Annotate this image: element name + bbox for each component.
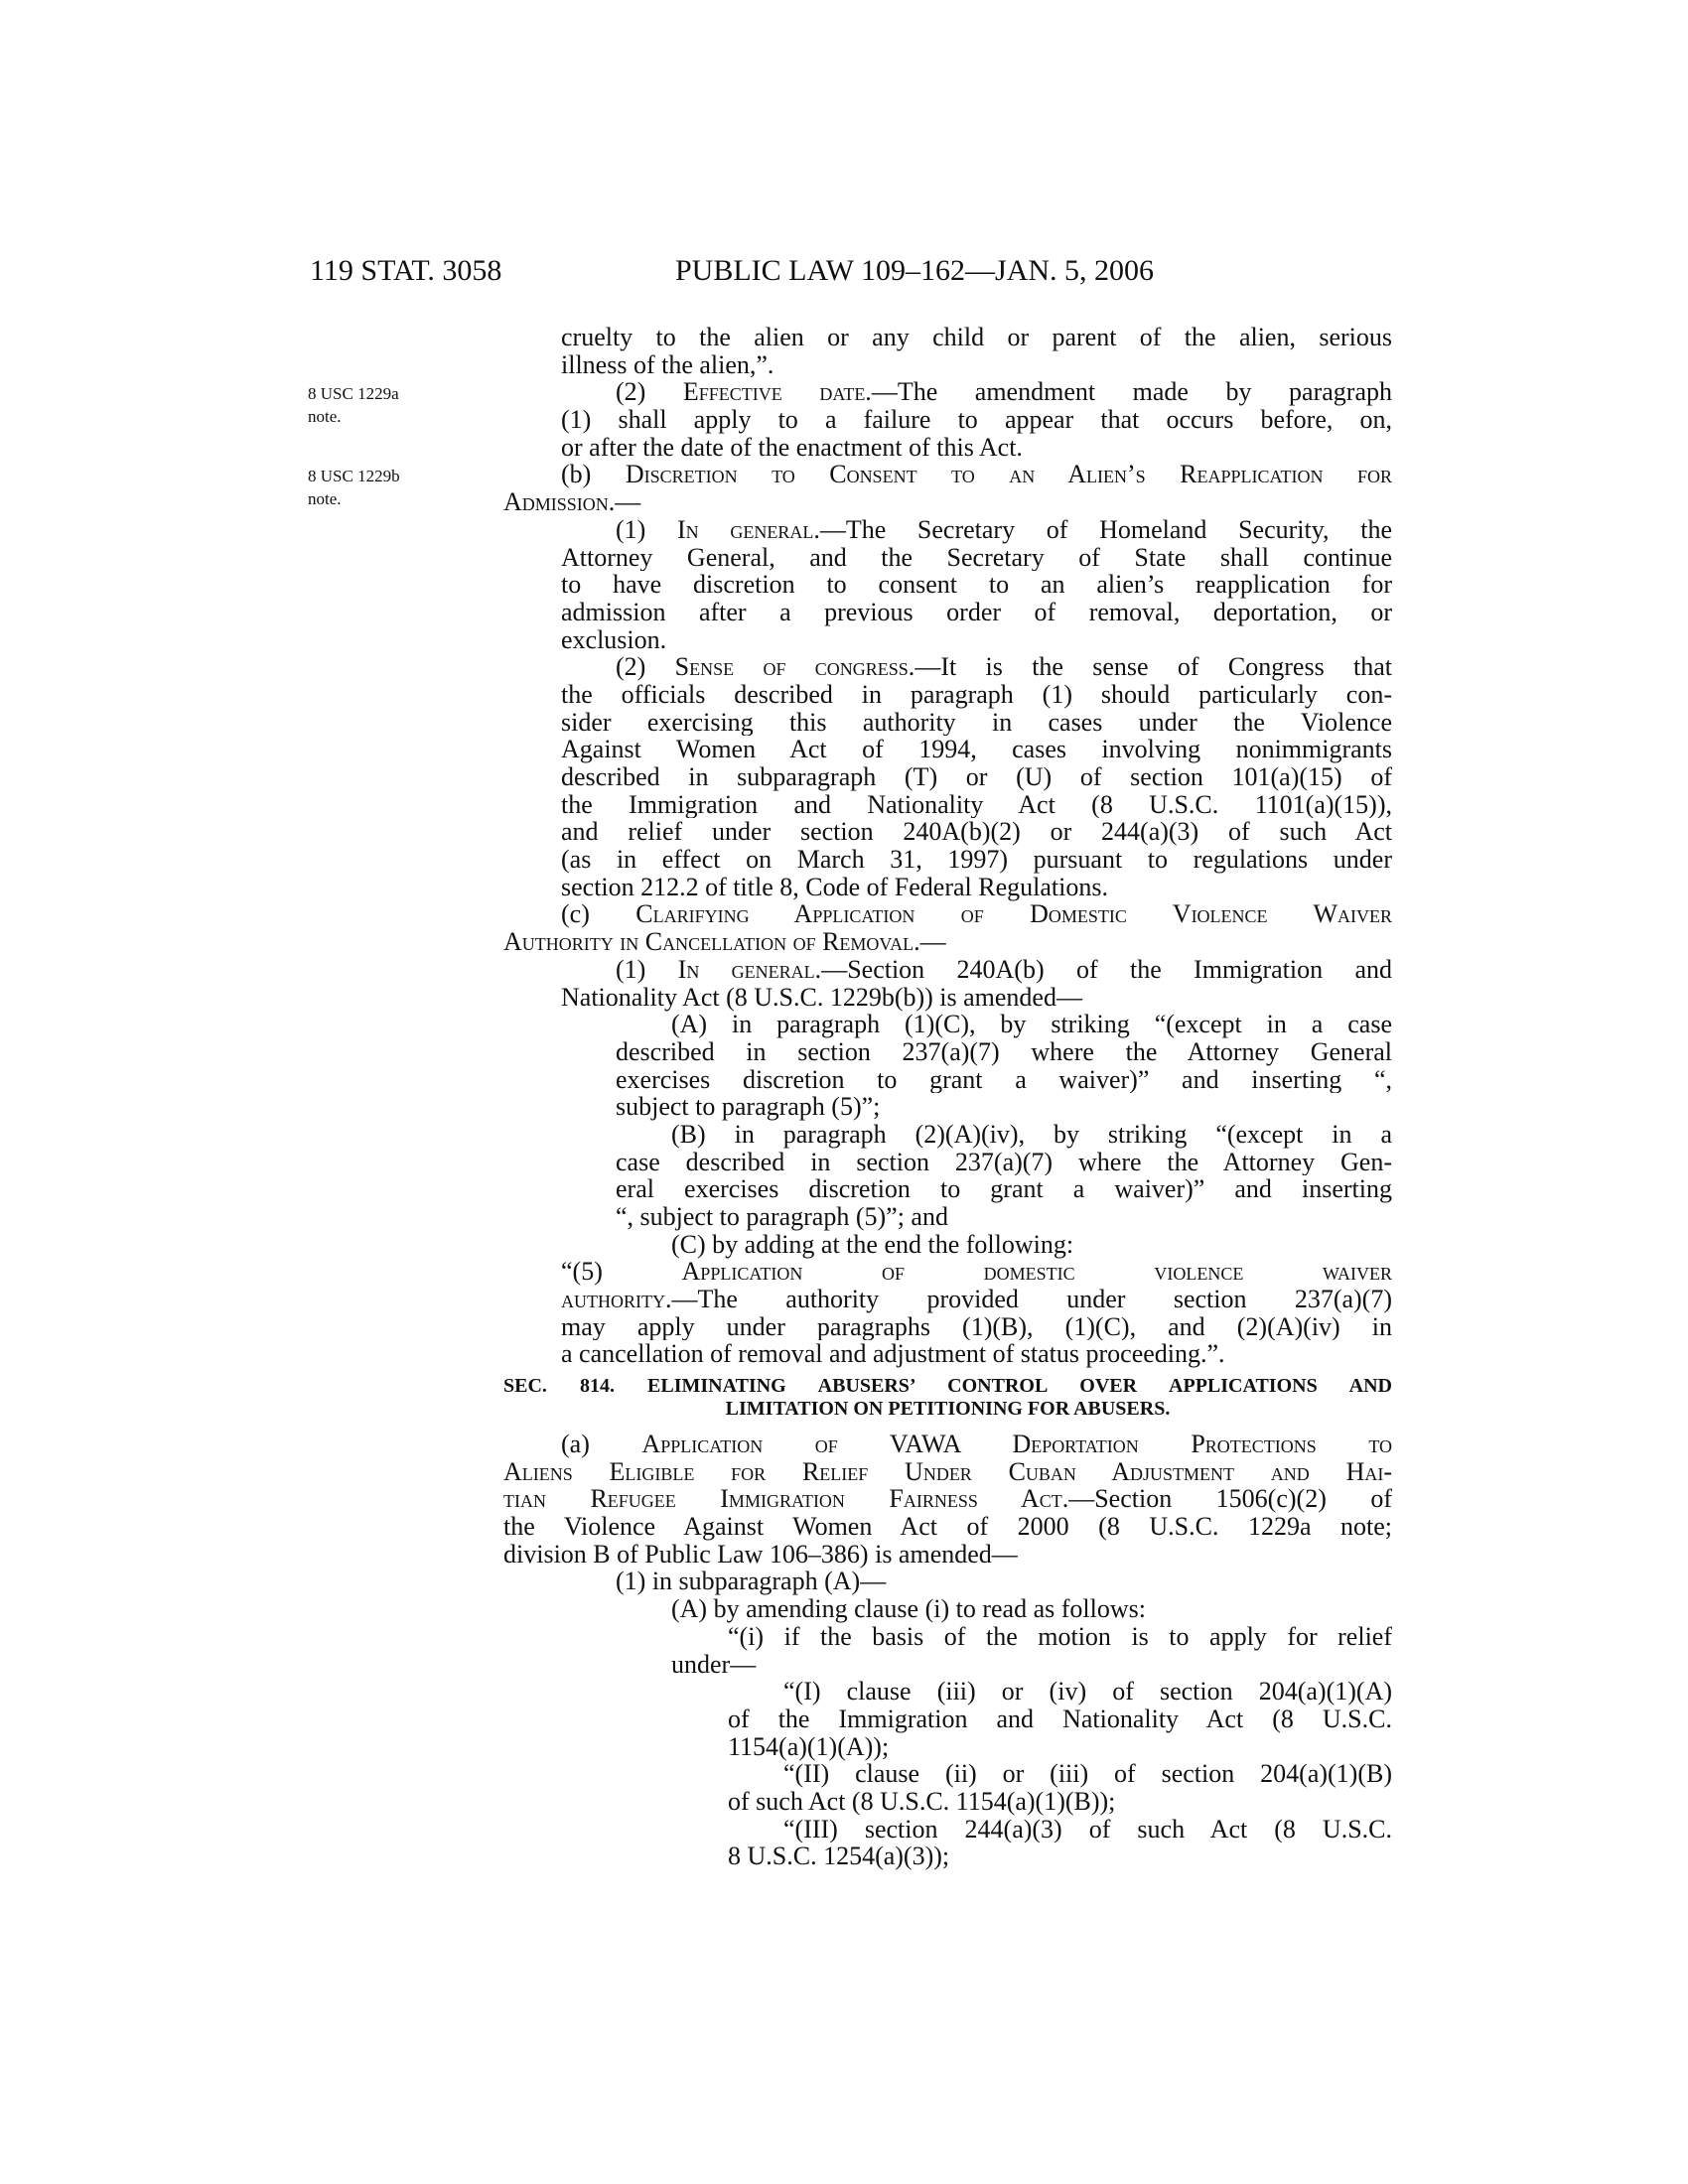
- running-header-title: PUBLIC LAW 109–162—JAN. 5, 2006: [675, 254, 1155, 287]
- text-line: of such Act (8 U.S.C. 1154(a)(1)(B));: [728, 1786, 1116, 1816]
- small-caps-heading: Application of VAWA Deportation Protections to: [641, 1431, 1392, 1458]
- text-line: the Violence Against Women Act of 2000 (8 U.S.C. 1229a note;: [503, 1513, 1392, 1541]
- text-line: section 212.2 of title 8, Code of Federal Regulations.: [561, 872, 1108, 901]
- small-caps-heading: Authority in Cancellation of Removal.: [503, 927, 920, 957]
- text-line: [503, 900, 1392, 928]
- text-segment: (2): [616, 378, 683, 407]
- margin-note-line: note.: [308, 489, 342, 508]
- text-line: and relief under section 240A(b)(2) or 244(a)(3) of such Act: [561, 818, 1392, 847]
- text-line: [503, 956, 1392, 984]
- body-text-block-a: [503, 324, 1392, 1368]
- small-caps-heading: Aliens Eligible for Relief Under Cuban Adjustment and Hai-: [503, 1457, 1392, 1486]
- text-line: eral exercises discretion to grant a waiver)” and inserting: [616, 1175, 1392, 1203]
- text-line: “(II) clause (ii) or (iii) of section 204(a)(1)(B): [783, 1760, 1392, 1788]
- text-line: [503, 378, 1392, 406]
- text-segment: “(5): [561, 1258, 682, 1287]
- small-caps-heading: Discretion to Consent to an Alien’s Reapplication for: [625, 461, 1392, 489]
- text-segment: —Section 1506(c)(2) of: [1068, 1485, 1392, 1514]
- text-line: case described in section 237(a)(7) where the Attorney Gen-: [616, 1148, 1392, 1176]
- text-line: (A) by amending clause (i) to read as follows:: [671, 1594, 1146, 1624]
- text-line: [503, 1258, 1392, 1286]
- text-line: or after the date of the enactment of this Act.: [561, 432, 1023, 462]
- text-line: described in section 237(a)(7) where the Attorney General: [616, 1037, 1392, 1066]
- text-segment: (1): [616, 955, 678, 984]
- text-segment: (a): [561, 1431, 642, 1458]
- text-line: “(I) clause (iii) or (iv) of section 204(a)(1)(A): [783, 1678, 1392, 1706]
- text-line: (as in effect on March 31, 1997) pursuant to regulations under: [561, 846, 1392, 874]
- text-segment: —The Secretary of Homeland Security, the: [819, 515, 1392, 544]
- small-caps-heading: Admission.: [503, 487, 616, 517]
- text-line: [503, 653, 1392, 681]
- text-line: (C) by adding at the end the following:: [671, 1229, 1074, 1259]
- text-segment: (1): [616, 515, 677, 544]
- text-line: admission after a previous order of removal, deportation, or: [561, 598, 1392, 626]
- margin-note-1229b: [308, 465, 400, 510]
- text-line: to have discretion to consent to an alien’s reapplication for: [561, 571, 1392, 599]
- text-line: [503, 1431, 1392, 1458]
- text-line: division B of Public Law 106–386) is amended—: [503, 1539, 1018, 1569]
- text-segment: —Section 240A(b) of the Immigration and: [821, 955, 1392, 984]
- text-line: the Immigration and Nationality Act (8 U.S.C. 1101(a)(15)),: [561, 790, 1392, 819]
- small-caps-heading: authority.: [561, 1286, 672, 1313]
- text-line: sider exercising this authority in cases under the Violence: [561, 708, 1392, 737]
- text-line: [503, 488, 1392, 516]
- margin-note-line: note.: [308, 407, 342, 426]
- text-line: cruelty to the alien or any child or parent of the alien, serious: [561, 324, 1392, 351]
- text-line: may apply under paragraphs (1)(B), (1)(C), and (2)(A)(iv) in: [561, 1312, 1392, 1341]
- text-line: (A) in paragraph (1)(C), by striking “(except in a case: [671, 1011, 1392, 1038]
- page-stat-number: 119 STAT. 3058: [310, 254, 502, 287]
- text-line: [503, 461, 1392, 488]
- text-line: subject to paragraph (5)”;: [616, 1092, 881, 1122]
- text-line: (B) in paragraph (2)(A)(iv), by striking “(except in a: [671, 1120, 1392, 1149]
- text-line: [503, 516, 1392, 544]
- small-caps-heading: In general.: [677, 955, 822, 984]
- text-line: Attorney General, and the Secretary of State shall continue: [561, 543, 1392, 572]
- margin-note-line: 8 USC 1229b: [308, 467, 400, 485]
- margin-note-1229a: [308, 382, 399, 428]
- text-line: of the Immigration and Nationality Act (8 U.S.C.: [728, 1705, 1392, 1733]
- text-line: [503, 1286, 1392, 1313]
- small-caps-heading: Clarifying Application of Domestic Violence Waiver: [635, 900, 1392, 929]
- small-caps-heading: tian Refugee Immigration Fairness Act.: [503, 1485, 1069, 1514]
- text-segment: —It is the sense of Congress that: [914, 653, 1392, 681]
- text-line: “, subject to paragraph (5)”; and: [616, 1202, 948, 1231]
- text-line: 8 U.S.C. 1254(a)(3));: [728, 1842, 950, 1871]
- text-line: [503, 1485, 1392, 1513]
- section-heading-line: LIMITATION ON PETITIONING FOR ABUSERS.: [725, 1398, 1171, 1420]
- margin-note-line: 8 USC 1229a: [308, 384, 399, 403]
- text-line: [503, 928, 1392, 956]
- text-line: the officials described in paragraph (1) should particularly con-: [561, 680, 1392, 709]
- text-segment: —: [919, 927, 946, 957]
- small-caps-heading: Application of domestic violence waiver: [681, 1258, 1392, 1287]
- body-text-block-b: [503, 1431, 1392, 1870]
- small-caps-heading: Effective date.: [682, 378, 872, 407]
- text-line: described in subparagraph (T) or (U) of section 101(a)(15) of: [561, 763, 1392, 791]
- section-heading-line: SEC. 814. ELIMINATING ABUSERS’ CONTROL OVER APPLICATIONS AND: [503, 1375, 1392, 1397]
- text-line: under—: [671, 1649, 757, 1679]
- small-caps-heading: In general.: [677, 515, 820, 544]
- text-segment: —The authority provided under section 237(a)(7): [671, 1286, 1392, 1313]
- text-segment: (c): [561, 900, 636, 929]
- text-segment: —: [615, 487, 641, 517]
- text-line: “(i) if the basis of the motion is to apply for relief: [728, 1622, 1392, 1651]
- text-line: exercises discretion to grant a waiver)” and inserting “,: [616, 1065, 1392, 1094]
- small-caps-heading: Sense of congress.: [674, 653, 915, 681]
- text-line: Nationality Act (8 U.S.C. 1229b(b)) is amended—: [561, 982, 1082, 1012]
- text-line: (1) in subparagraph (A)—: [616, 1567, 887, 1596]
- text-line: “(III) section 244(a)(3) of such Act (8 U.S.C.: [783, 1815, 1392, 1843]
- text-line: exclusion.: [561, 624, 667, 654]
- text-line: illness of the alien,”.: [561, 349, 774, 379]
- text-segment: (2): [616, 653, 675, 681]
- text-line: 1154(a)(1)(A));: [728, 1731, 890, 1761]
- text-segment: —The amendment made by paragraph: [871, 378, 1392, 407]
- text-line: (1) shall apply to a failure to appear that occurs before, on,: [561, 406, 1392, 434]
- text-line: Against Women Act of 1994, cases involving nonimmigrants: [561, 736, 1392, 763]
- text-line: [503, 1458, 1392, 1486]
- text-segment: (b): [561, 461, 626, 489]
- section-heading: [503, 1375, 1392, 1421]
- text-line: a cancellation of removal and adjustment of status proceeding.”.: [561, 1339, 1225, 1369]
